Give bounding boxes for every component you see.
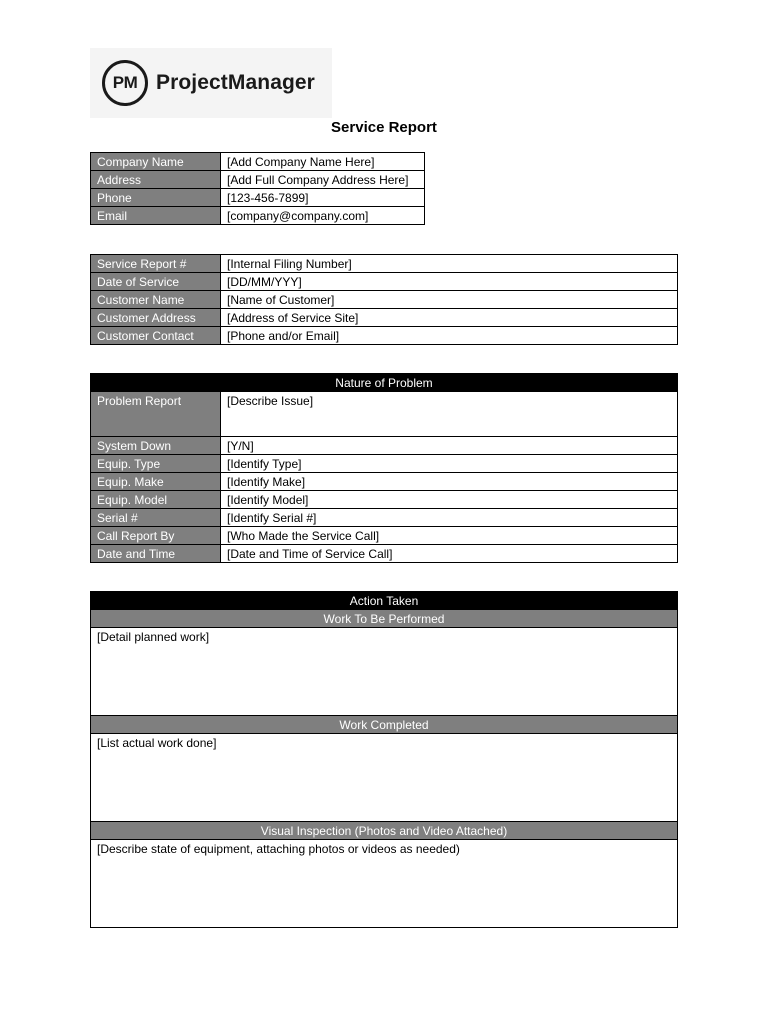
problem-report-label: Problem Report — [91, 392, 221, 437]
company-name-field[interactable]: [Add Company Name Here] — [221, 153, 425, 171]
logo — [90, 48, 332, 118]
customer-address-label: Customer Address — [91, 309, 221, 327]
customer-name-label: Customer Name — [91, 291, 221, 309]
date-and-time-label: Date and Time — [91, 545, 221, 563]
table-row — [91, 473, 678, 491]
email-field[interactable]: [company@company.com] — [221, 207, 425, 225]
table-row — [91, 840, 678, 928]
section-heading-row — [91, 822, 678, 840]
address-label: Address — [91, 171, 221, 189]
address-field[interactable]: [Add Full Company Address Here] — [221, 171, 425, 189]
logo-name: ProjectManager — [156, 71, 315, 94]
page-title: Service Report — [331, 119, 437, 136]
table-row — [91, 734, 678, 822]
date-and-time-field[interactable]: [Date and Time of Service Call] — [221, 545, 678, 563]
table-row — [91, 327, 678, 345]
work-to-be-performed-heading: Work To Be Performed — [91, 610, 678, 628]
table-row — [91, 527, 678, 545]
service-info-table — [90, 254, 678, 345]
table-row — [91, 392, 678, 437]
service-report-number-label: Service Report # — [91, 255, 221, 273]
problem-report-field[interactable]: [Describe Issue] — [221, 392, 678, 437]
action-taken-table — [90, 591, 678, 928]
table-row — [91, 153, 425, 171]
call-report-by-field[interactable]: [Who Made the Service Call] — [221, 527, 678, 545]
system-down-field[interactable]: [Y/N] — [221, 437, 678, 455]
equip-model-field[interactable]: [Identify Model] — [221, 491, 678, 509]
customer-name-field[interactable]: [Name of Customer] — [221, 291, 678, 309]
date-of-service-field[interactable]: [DD/MM/YYY] — [221, 273, 678, 291]
table-row — [91, 545, 678, 563]
table-row — [91, 207, 425, 225]
table-row — [91, 455, 678, 473]
work-completed-field[interactable]: [List actual work done] — [91, 734, 678, 822]
system-down-label: System Down — [91, 437, 221, 455]
section-heading-row — [91, 610, 678, 628]
email-label: Email — [91, 207, 221, 225]
table-row — [91, 628, 678, 716]
equip-make-label: Equip. Make — [91, 473, 221, 491]
equip-type-field[interactable]: [Identify Type] — [221, 455, 678, 473]
serial-number-field[interactable]: [Identify Serial #] — [221, 509, 678, 527]
pm-logo-icon: PM — [102, 60, 148, 106]
company-name-label: Company Name — [91, 153, 221, 171]
nature-of-problem-heading: Nature of Problem — [91, 374, 678, 392]
table-row — [91, 171, 425, 189]
date-of-service-label: Date of Service — [91, 273, 221, 291]
equip-model-label: Equip. Model — [91, 491, 221, 509]
service-report-number-field[interactable]: [Internal Filing Number] — [221, 255, 678, 273]
call-report-by-label: Call Report By — [91, 527, 221, 545]
visual-inspection-field[interactable]: [Describe state of equipment, attaching photos or videos as needed) — [91, 840, 678, 928]
table-row — [91, 273, 678, 291]
section-heading-row — [91, 716, 678, 734]
phone-label: Phone — [91, 189, 221, 207]
table-row — [91, 309, 678, 327]
phone-field[interactable]: [123-456-7899] — [221, 189, 425, 207]
work-to-be-performed-field[interactable]: [Detail planned work] — [91, 628, 678, 716]
visual-inspection-heading: Visual Inspection (Photos and Video Attached) — [91, 822, 678, 840]
customer-address-field[interactable]: [Address of Service Site] — [221, 309, 678, 327]
equip-make-field[interactable]: [Identify Make] — [221, 473, 678, 491]
table-row — [91, 491, 678, 509]
table-row — [91, 437, 678, 455]
equip-type-label: Equip. Type — [91, 455, 221, 473]
table-header-row — [91, 374, 678, 392]
table-row — [91, 509, 678, 527]
customer-contact-label: Customer Contact — [91, 327, 221, 345]
nature-of-problem-table — [90, 373, 678, 563]
work-completed-heading: Work Completed — [91, 716, 678, 734]
serial-number-label: Serial # — [91, 509, 221, 527]
customer-contact-field[interactable]: [Phone and/or Email] — [221, 327, 678, 345]
table-row — [91, 255, 678, 273]
table-row — [91, 189, 425, 207]
table-row — [91, 291, 678, 309]
table-header-row — [91, 592, 678, 610]
company-info-table — [90, 152, 425, 225]
action-taken-heading: Action Taken — [91, 592, 678, 610]
